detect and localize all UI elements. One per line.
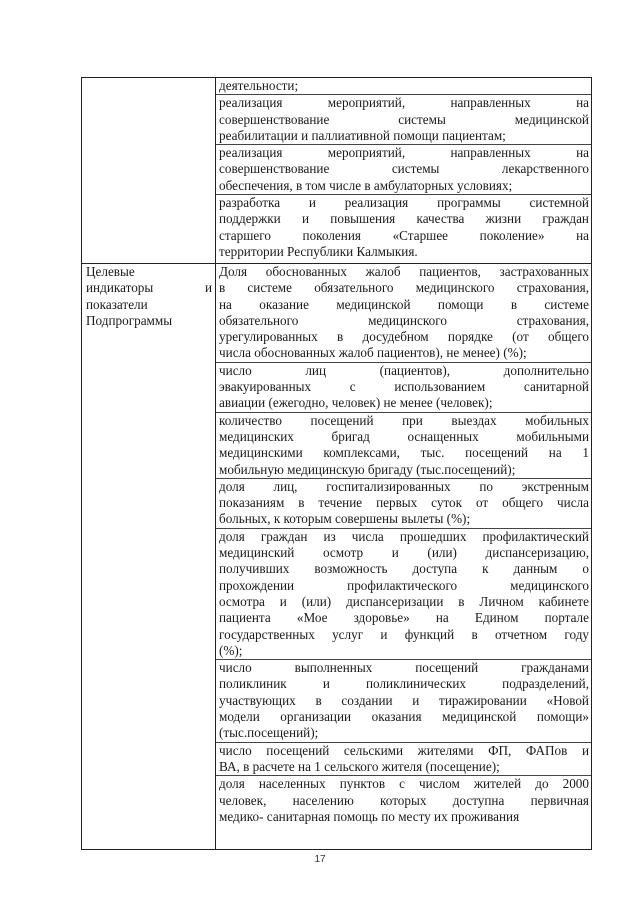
- text-line: старшего поколения «Старшее поколение» на: [219, 227, 589, 243]
- text-line: обеспечения, в том числе в амбулаторных условиях;: [219, 177, 513, 193]
- text-line: государственных услуг и функций в отчетном году: [219, 626, 589, 642]
- text-line: (%);: [219, 642, 243, 658]
- row-label-cell-indicators: [82, 264, 216, 850]
- row-label-line: индикаторы и: [86, 280, 212, 296]
- text-line: авиации (ежегодно, человек) не менее (человек);: [219, 395, 493, 411]
- text-block: [215, 94, 592, 144]
- row-label-line: Подпрограммы: [86, 312, 173, 328]
- text-line: получивших возможность доступа к данным о: [219, 561, 589, 577]
- text-line: деятельности;: [219, 78, 299, 93]
- text-line: поддержки и повышения качества жизни граждан: [219, 211, 589, 227]
- text-line: показаниям в течение первых суток от общего числа: [219, 495, 589, 511]
- text-line: прохождении профилактического медицинского: [219, 577, 589, 593]
- text-line: доля населенных пунктов с числом жителей до 2000: [219, 776, 589, 792]
- row-label-line: Целевые: [86, 264, 135, 279]
- table-row-continuation: [82, 78, 592, 264]
- text-line: больных, к которым совершены вылеты (%);: [219, 511, 471, 527]
- text-line: реализация мероприятий, направленных на: [219, 145, 589, 161]
- text-line: медицинских бригад оснащенных мобильными: [219, 428, 589, 444]
- text-line: пациента «Мое здоровье» на Едином портале: [219, 610, 589, 626]
- text-line: разработка и реализация программы системной: [219, 195, 589, 211]
- text-line: медицинский осмотр и (или) диспансеризацию,: [219, 545, 589, 561]
- text-line: Доля обоснованных жалоб пациентов, застрахованных: [219, 264, 589, 279]
- text-line: совершенствование системы медицинской: [219, 111, 589, 127]
- text-line: модели организации оказания медицинской помощи»: [219, 709, 589, 725]
- row-label-cell-empty: [82, 78, 216, 264]
- text-block: [215, 362, 592, 412]
- text-line: (тыс.посещений);: [219, 725, 319, 741]
- text-line: мобильную медицинскую бригаду (тыс.посещений);: [219, 461, 516, 477]
- text-line: медико- санитарная помощь по месту их проживания: [219, 808, 520, 824]
- text-block: [215, 264, 592, 362]
- text-line: число лиц (пациентов), дополнительно: [219, 362, 589, 378]
- text-line: количество посещений при выездах мобильных: [219, 412, 589, 428]
- text-block: [215, 194, 592, 260]
- text-line: число выполненных посещений гражданами: [219, 660, 589, 676]
- text-line: реализация мероприятий, направленных на: [219, 95, 589, 111]
- text-block: [215, 78, 592, 94]
- text-line: в системе обязательного медицинского страхования,: [219, 280, 589, 296]
- text-line: числа обоснованных жалоб пациентов), не менее) (%);: [219, 345, 527, 361]
- text-line: осмотра и (или) диспансеризации в Личном кабинете: [219, 593, 589, 609]
- text-line: поликлиник и поликлинических подразделений,: [219, 676, 589, 692]
- text-line: доля граждан из числа прошедших профилактический: [219, 528, 589, 544]
- text-line: участвующих в создании и тиражировании «Новой: [219, 692, 589, 708]
- text-line: реабилитации и паллиативной помощи пациентам;: [219, 127, 506, 143]
- text-line: медицинскими комплексами, тыс. посещений на 1: [219, 445, 589, 461]
- page-number: 17: [314, 854, 326, 865]
- text-line: совершенствование системы лекарственного: [219, 161, 589, 177]
- text-line: урегулированных в досудебном порядке (от общего: [219, 329, 589, 345]
- text-line: доля лиц, госпитализированных по экстренным: [219, 478, 589, 494]
- text-line: человек, населению которых доступна первичная: [219, 792, 589, 808]
- text-line: ВА, в расчете на 1 сельского жителя (посещение);: [219, 758, 500, 774]
- table-row-indicators: [82, 264, 592, 850]
- program-table: [81, 77, 592, 850]
- text-block: [215, 528, 592, 659]
- row-content-cell-indicators: [216, 264, 592, 850]
- text-block: [215, 659, 592, 741]
- row-label-line: показатели: [86, 296, 148, 312]
- text-block: [215, 478, 592, 528]
- text-line: территории Республики Калмыкия.: [219, 243, 418, 259]
- text-line: число посещений сельскими жителями ФП, ФАПов и: [219, 742, 589, 758]
- text-block: [215, 144, 592, 194]
- text-line: на оказание медицинской помощи в системе: [219, 296, 589, 312]
- text-block: [215, 775, 592, 825]
- text-block: [215, 412, 592, 478]
- text-line: эвакуированных с использованием санитарной: [219, 379, 589, 395]
- row-content-cell-continuation: [216, 78, 592, 264]
- text-line: обязательного медицинского страхования,: [219, 312, 589, 328]
- text-block: [215, 742, 592, 776]
